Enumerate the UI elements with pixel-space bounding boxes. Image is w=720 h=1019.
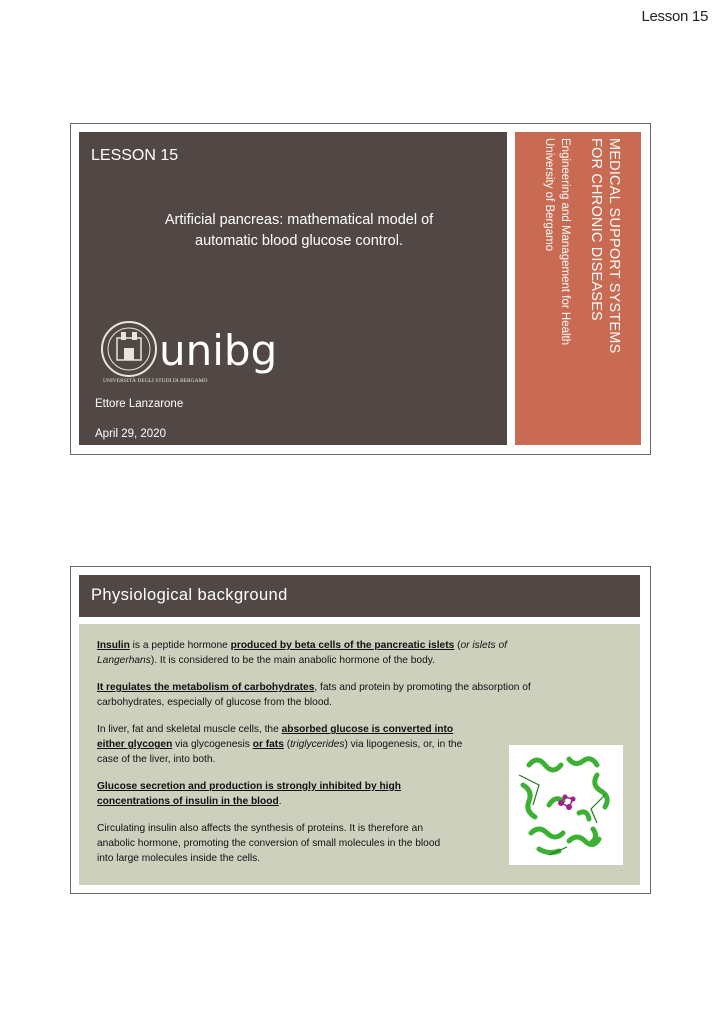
- body-text: [97, 638, 567, 878]
- slide-header: [79, 575, 640, 617]
- logo-subtext: UNIVERSITÀ DEGLI STUDI DI BERGAMO: [103, 378, 208, 384]
- course-title-line1: MEDICAL SUPPORT SYSTEMS: [606, 138, 622, 354]
- title-slide: [70, 123, 651, 455]
- course-panel: [515, 132, 641, 445]
- paragraph-regulation: It regulates the metabolism of carbohydrates, fats and protein by promoting the absorption of carbohydrates, especially of glucose from the blood.: [97, 682, 531, 708]
- university-seal-icon: [97, 320, 297, 384]
- slide-heading: Physiological background: [91, 586, 288, 604]
- slide-body: [79, 624, 640, 885]
- slide-title-line1: Artificial pancreas: mathematical model of: [164, 212, 434, 228]
- page-header: Lesson 15: [641, 8, 708, 25]
- slide-title-line2: automatic blood glucose control.: [195, 233, 403, 249]
- lesson-date: April 29, 2020: [95, 428, 166, 440]
- insulin-structure-image: [509, 745, 623, 865]
- course-title-line2: FOR CHRONIC DISEASES: [588, 138, 604, 321]
- unibg-logo: [97, 320, 297, 384]
- paragraph-insulin: Insulin is a peptide hormone produced by beta cells of the pancreatic islets (or islets of Langerhans). It is considered to be the main anabolic hormone of the body.: [97, 640, 507, 666]
- paragraph-synthesis: Circulating insulin also affects the synthesis of proteins. It is therefore an anabolic hormone, promoting the conversion of small molecules in the blood into large molecules inside the cells.: [97, 823, 441, 864]
- insulin-molecule-icon: [509, 745, 623, 865]
- author-name: Ettore Lanzarone: [95, 398, 184, 410]
- lesson-label: LESSON 15: [91, 147, 179, 164]
- content-slide: [70, 566, 651, 894]
- slide-title: [119, 210, 479, 252]
- programme-name: Engineering and Management for Health: [559, 138, 571, 346]
- logo-text: unibg: [159, 326, 278, 375]
- title-panel: [79, 132, 507, 445]
- paragraph-inhibition: Glucose secretion and production is strongly inhibited by high concentrations of insulin in the blood.: [97, 781, 401, 807]
- paragraph-conversion: In liver, fat and skeletal muscle cells, the absorbed glucose is converted into either glycogen via glycogenesis or fats (triglycerides) via lipogenesis, or, in the case of the liver, into both.: [97, 724, 463, 765]
- university-name: University of Bergamo: [543, 138, 555, 252]
